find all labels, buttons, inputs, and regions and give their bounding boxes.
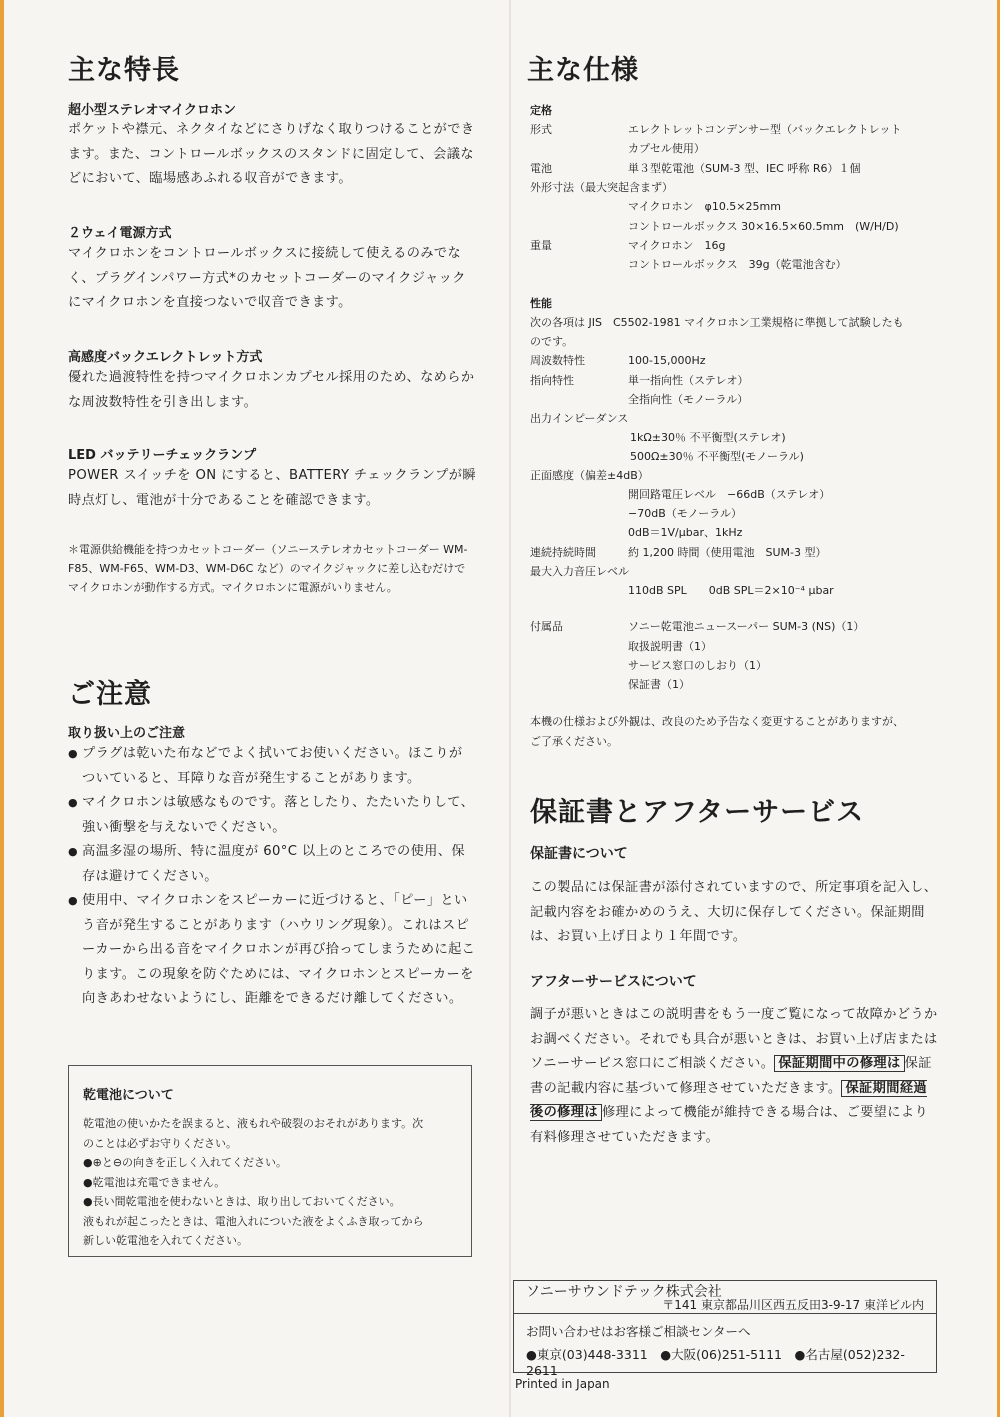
company-address: 〒141 東京都品川区西五反田3-9-17 東洋ビル内 <box>662 1298 924 1312</box>
max-input-value: 110dB SPL 0dB SPL＝2×10⁻⁴ μbar <box>628 584 834 597</box>
caution-item-3: ● 高温多湿の場所、特に温度が 60°C 以上のところでの使用、保存は避けてください。 <box>68 840 476 889</box>
battery-notice-body <box>83 1114 463 1251</box>
after-service-text-1: 調子が悪いときはこの説明書をもう一度ご覧になって故障かどうかお調べください。それでも具合が悪いときは、お買い上げ店またはソニーサービス窓口にご相談ください。 <box>530 1007 938 1071</box>
battery-value: 単３型乾電池（SUM-3 型、IEC 呼称 R6）１個 <box>628 162 861 175</box>
accessory-item: サービス窓口のしおり（1） <box>628 659 767 672</box>
change-note-1: 本機の仕様および外観は、改良のため予告なく変更することがありますが、 <box>530 715 904 728</box>
post-warranty-tag: 保証期間経過後の修理は <box>530 1080 927 1120</box>
caution-title: ご注意 <box>68 679 152 710</box>
feature-1-title: 超小型ステレオマイクロホン <box>68 103 236 118</box>
dir-value-2: 全指向性（モノーラル） <box>628 393 749 406</box>
freq-label: 周波数特性 <box>530 354 585 367</box>
handling-title: 取り扱い上のご注意 <box>68 726 186 741</box>
feature-2-body: マイクロホンをコントロールボックスに接続して使えるのみでなく、プラグインパワー方式*のカセットコーダーのマイクジャックにマイクロホンを直接つないで収音できます。 <box>68 246 466 310</box>
form-value-1: エレクトレットコンデンサー型（バックエレクトレット <box>628 123 902 136</box>
feature-4-body: POWER スイッチを ON にすると、BATTERY チェックランプが瞬時点灯し、電池が十分であることを確認できます。 <box>68 468 476 508</box>
form-value-2: カプセル使用） <box>628 142 705 155</box>
battery-notice-box <box>68 1065 472 1257</box>
impedance-value-2: 500Ω±30％ 不平衡型(モノーラル) <box>630 450 804 463</box>
battery-notice-title: 乾電池について <box>83 1088 174 1103</box>
after-service-text-3: 修理によって機能が維持できる場合は、ご要望により有料修理させていただきます。 <box>530 1105 929 1145</box>
company-row <box>514 1281 936 1314</box>
printed-in-japan: Printed in Japan <box>515 1377 610 1391</box>
after-service-subtitle: アフターサービスについて <box>530 974 697 990</box>
in-warranty-tag: 保証期間中の修理は <box>774 1055 904 1072</box>
dir-value-1: 単一指向性（ステレオ） <box>628 374 749 387</box>
features-title: 主な特長 <box>68 55 180 86</box>
battery-line: ●乾電池は充電できません。 <box>83 1175 226 1189</box>
page-edge-left <box>0 0 4 1417</box>
battery-line: 液もれが起こったときは、電池入れについた液をよくふき取ってから <box>83 1214 424 1228</box>
after-service-body <box>530 1003 938 1150</box>
max-input-label: 最大入力音圧レベル <box>530 565 629 578</box>
accessory-item: ソニー乾電池ニュースーパー SUM-3 (NS)（1） <box>628 620 865 633</box>
feature-2-title: ２ウェイ電源方式 <box>68 226 172 241</box>
caution-item-2: ● マイクロホンは敏感なものです。落としたり、たたいたりして、強い衝撃を与えないでください。 <box>68 791 476 840</box>
sensitivity-label: 正面感度（偏差±4dB） <box>530 469 649 482</box>
continuous-value: 約 1,200 時間（使用電池 SUM-3 型） <box>628 546 827 559</box>
company-name: ソニーサウンドテック株式会社 <box>526 1284 722 1300</box>
change-note-2: ご了承ください。 <box>530 735 618 748</box>
battery-line: 乾電池の使いかたを誤まると、液もれや破裂のおそれがあります。次 <box>83 1117 424 1130</box>
dims-label: 外形寸法（最大突起含まず） <box>530 181 673 194</box>
feature-3-body: 優れた過渡特性を持つマイクロホンカプセル採用のため、なめらかな周波数特性を引き出します。 <box>68 370 475 410</box>
rating-head: 定格 <box>530 104 552 117</box>
spec-title: 主な仕様 <box>527 55 639 86</box>
perf-note-2: のです。 <box>530 335 574 348</box>
weight-mic: マイクロホン 16g <box>628 239 726 252</box>
caution-item-4: ● 使用中、マイクロホンをスピーカーに近づけると、「ピー」という音が発生することがあります（ハウリング現象）。これはスピーカーから出る音をマイクロホンが再び拾ってしまうために起こります。この現象を防ぐためには、マイクロホンとスピーカーを向きあわせないようにし、距離をできるだけ離してください。 <box>68 889 476 1012</box>
warranty-body: この製品には保証書が添付されていますので、所定事項を記入し、記載内容をお確かめのうえ、大切に保存してください。保証期間は、お買い上げ日より１年間です。 <box>530 880 938 944</box>
weight-label: 重量 <box>530 239 552 252</box>
battery-line: ●長い間乾電池を使わないときは、取り出しておいてください。 <box>83 1195 401 1208</box>
page-fold <box>509 0 511 1417</box>
caution-item-1: ● プラグは乾いた布などでよく拭いてお使いください。ほこりがついていると、耳障りな音が発生することがあります。 <box>68 742 476 791</box>
perf-note-1: 次の各項は JIS C5502-1981 マイクロホン工業規格に準拠して試験したも <box>530 316 904 329</box>
impedance-label: 出力インピーダンス <box>530 412 629 425</box>
feature-4-title: LED バッテリーチェックランプ <box>68 448 257 463</box>
sensitivity-value-3: 0dB＝1V/μbar、1kHz <box>628 526 743 539</box>
warranty-title: 保証書とアフターサービス <box>530 797 865 828</box>
dims-mic: マイクロホン φ10.5×25mm <box>628 200 781 213</box>
dir-label: 指向特性 <box>530 374 574 387</box>
warranty-subtitle: 保証書について <box>530 846 628 862</box>
impedance-value-1: 1kΩ±30％ 不平衡型(ステレオ) <box>630 431 786 444</box>
footnote: ＊電源供給機能を持つカセットコーダー（ソニーステレオカセットコーダー WM-F85、WM-F65、WM-D3、WM-D6C など）のマイクジャックに差し込むだけでマイクロホンが動作する方式。マイクロホンに電源がいりません。 <box>68 543 468 594</box>
feature-3-title: 高感度バックエレクトレット方式 <box>68 350 263 365</box>
form-label: 形式 <box>530 123 552 136</box>
battery-line: のことは必ずお守りください。 <box>83 1136 237 1150</box>
dims-box: コントロールボックス 30×16.5×60.5mm (W/H/D) <box>628 220 899 233</box>
perf-head: 性能 <box>530 297 552 310</box>
battery-label: 電池 <box>530 162 552 175</box>
after-service-text-2: 保証書の記載内容に基づいて修理させていただきます。 <box>530 1056 932 1096</box>
accessory-item: 取扱説明書（1） <box>628 640 712 653</box>
company-address-box <box>513 1280 937 1378</box>
battery-line: 新しい乾電池を入れてください。 <box>83 1234 248 1247</box>
accessories-label: 付属品 <box>530 620 563 633</box>
accessory-item: 保証書（1） <box>628 678 690 691</box>
freq-value: 100-15,000Hz <box>628 354 706 367</box>
sensitivity-value-2: −70dB（モノーラル） <box>628 507 742 520</box>
phone-numbers: ●東京(03)448-3311 ●大阪(06)251-5111 ●名古屋(052)232-2611 <box>526 1347 905 1378</box>
weight-box: コントロールボックス 39g（乾電池含む） <box>628 258 847 271</box>
contact-text: お問い合わせはお客様ご相談センターへ <box>526 1324 751 1339</box>
continuous-label: 連続持続時間 <box>530 546 596 559</box>
sensitivity-value-1: 開回路電圧レベル −66dB（ステレオ） <box>628 488 831 501</box>
feature-1-body: ポケットや襟元、ネクタイなどにさりげなく取りつけることができます。また、コントロールボックスのスタンドに固定して、会議などにおいて、臨場感あふれる収音ができます。 <box>68 122 475 186</box>
battery-line: ●⊕と⊖の向きを正しく入れてください。 <box>83 1156 288 1169</box>
